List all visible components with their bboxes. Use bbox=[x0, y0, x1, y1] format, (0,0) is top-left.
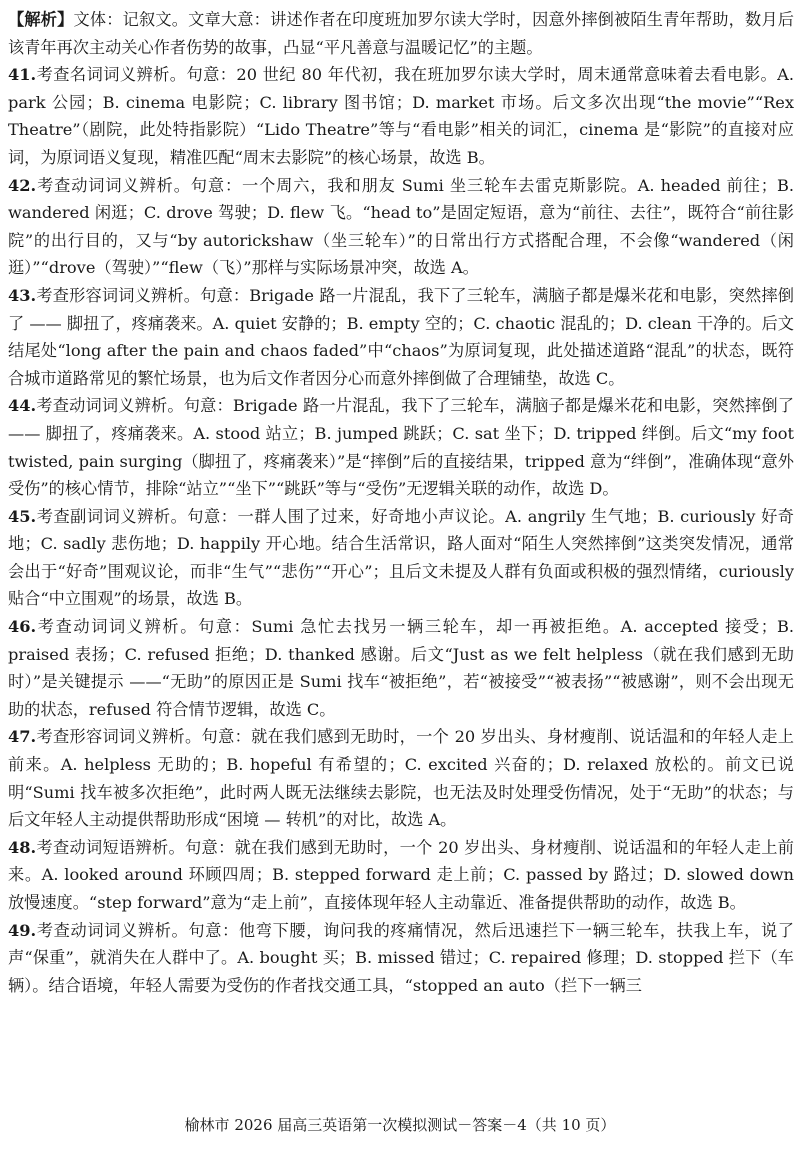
question-44 bbox=[8, 392, 794, 502]
analysis-label: 【解析】 bbox=[8, 10, 74, 29]
question-number: 43. bbox=[8, 285, 37, 305]
question-explanation: 考查动词词义辨析。句意：他弯下腰，询问我的疼痛情况，然后迅速拦下一辆三轮车，扶我上车，说了声“保重”，就消失在人群中了。A. bought 买；B. missed 错过；C. repaired 修理；D. stopped 拦下（车辆）。结合语境，年轻人需要为受伤的作者找交通工具，“stopped an auto（拦下一辆三 bbox=[8, 920, 794, 995]
question-explanation: 考查名词词义辨析。句意：20 世纪 80 年代初，我在班加罗尔读大学时，周末通常意味着去看电影。A. park 公园；B. cinema 电影院；C. library 图书馆；D. market 市场。后文多次出现“the movie”“Rex Theatre”（剧院，此处特指影院）“Lido Theatre”等与“看电影”相关的词汇，cinema 是“影院”的直接对应词，为原词语义复现，精准匹配“周末去影院”的核心场景，故选 B。 bbox=[8, 65, 794, 167]
question-explanation: 考查动词词义辨析。句意：Sumi 急忙去找另一辆三轮车，却一再被拒绝。A. accepted 接受；B. praised 表扬；C. refused 拒绝；D. thanked 感谢。后文“Just as we felt helpless（就在我们感到无助时）”是关键提示 ——“无助”的原因正是 Sumi 找车“被拒绝”，若“被接受”“被表扬”“被感谢”，则不会出现无助的状态，refused 符合情节逻辑，故选 C。 bbox=[8, 617, 794, 719]
question-47 bbox=[8, 723, 794, 833]
question-explanation: 考查副词词义辨析。句意：一群人围了过来，好奇地小声议论。A. angrily 生气地；B. curiously 好奇地；C. sadly 悲伤地；D. happily 开心地。结合生活常识，路人面对“陌生人突然摔倒”这类突发情况，通常会出于“好奇”围观议论，而非“生气”“悲伤”“开心”；且后文未提及人群有负面或积极的强烈情绪，curiously 贴合“中立围观”的场景，故选 B。 bbox=[8, 506, 794, 609]
analysis-content bbox=[8, 6, 794, 999]
question-number: 45. bbox=[8, 506, 37, 526]
question-number: 42. bbox=[8, 175, 37, 195]
question-48 bbox=[8, 834, 794, 917]
question-number: 41. bbox=[8, 65, 37, 85]
question-number: 49. bbox=[8, 920, 37, 940]
question-explanation: 考查动词词义辨析。句意：Brigade 路一片混乱，我下了三轮车，满脑子都是爆米花和电影，突然摔倒了 —— 脚扭了，疼痛袭来。A. stood 站立；B. jumped 跳跃；C. sat 坐下；D. tripped 绊倒。后文“my foot twisted, pain surging（脚扭了，疼痛袭来）”是“摔倒”后的直接结果，tripped 意为“绊倒”，准确体现“意外受伤”的核心情节，排除“站立”“坐下”“跳跃”等与“受伤”无逻辑关联的动作，故选 D。 bbox=[8, 396, 794, 499]
question-explanation: 考查动词短语辨析。句意：就在我们感到无助时，一个 20 岁出头、身材瘦削、说话温和的年轻人走上前来。A. looked around 环顾四周；B. stepped forward 走上前；C. passed by 路过；D. slowed down 放慢速度。“step forward”意为“走上前”，直接体现年轻人主动靠近、准备提供帮助的动作，故选 B。 bbox=[8, 837, 794, 912]
question-number: 48. bbox=[8, 837, 37, 857]
intro-text: 文体：记叙文。文章大意：讲述作者在印度班加罗尔读大学时，因意外摔倒被陌生青年帮助，数月后该青年再次主动关心作者伤势的故事，凸显“平凡善意与温暖记忆”的主题。 bbox=[8, 10, 794, 57]
question-41 bbox=[8, 61, 794, 171]
question-number: 46. bbox=[8, 617, 37, 637]
question-42 bbox=[8, 172, 794, 282]
question-46 bbox=[8, 613, 794, 723]
question-number: 47. bbox=[8, 727, 37, 747]
question-43 bbox=[8, 282, 794, 392]
question-explanation: 考查动词词义辨析。句意：一个周六，我和朋友 Sumi 坐三轮车去雷克斯影院。A. headed 前往；B. wandered 闲逛；C. drove 驾驶；D. flew 飞。“head to”是固定短语，意为“前往、去往”，既符合“前往影院”的出行目的，又与“by autorickshaw（坐三轮车）”的日常出行方式搭配合理，不会像“wandered（闲逛）”“drove（驾驶）”“flew（飞）”那样与实际场景冲突，故选 A。 bbox=[8, 175, 794, 278]
question-explanation: 考查形容词词义辨析。句意：Brigade 路一片混乱，我下了三轮车，满脑子都是爆米花和电影，突然摔倒了 —— 脚扭了，疼痛袭来。A. quiet 安静的；B. empty 空的；C. chaotic 混乱的；D. clean 干净的。后文结尾处“long after the pain and chaos faded”中“chaos”为原词复现，此处描述道路“混乱”的状态，既符合城市道路常见的繁忙场景，也为后文作者因分心而意外摔倒做了合理铺垫，故选 C。 bbox=[8, 285, 794, 388]
question-45 bbox=[8, 503, 794, 613]
page-footer: 榆林市 2026 届高三英语第一次模拟测试－答案－4（共 10 页） bbox=[184, 1116, 616, 1134]
intro-paragraph bbox=[8, 6, 794, 61]
question-number: 44. bbox=[8, 396, 37, 416]
question-explanation: 考查形容词词义辨析。句意：就在我们感到无助时，一个 20 岁出头、身材瘦削、说话温和的年轻人走上前来。A. helpless 无助的；B. hopeful 有希望的；C. excited 兴奋的；D. relaxed 放松的。前文已说明“Sumi 找车被多次拒绝”，此时两人既无法继续去影院，也无法及时处理受伤情况，处于“无助”的状态；与后文年轻人主动提供帮助形成“困境 — 转机”的对比，故选 A。 bbox=[8, 727, 794, 830]
question-49 bbox=[8, 917, 794, 1000]
